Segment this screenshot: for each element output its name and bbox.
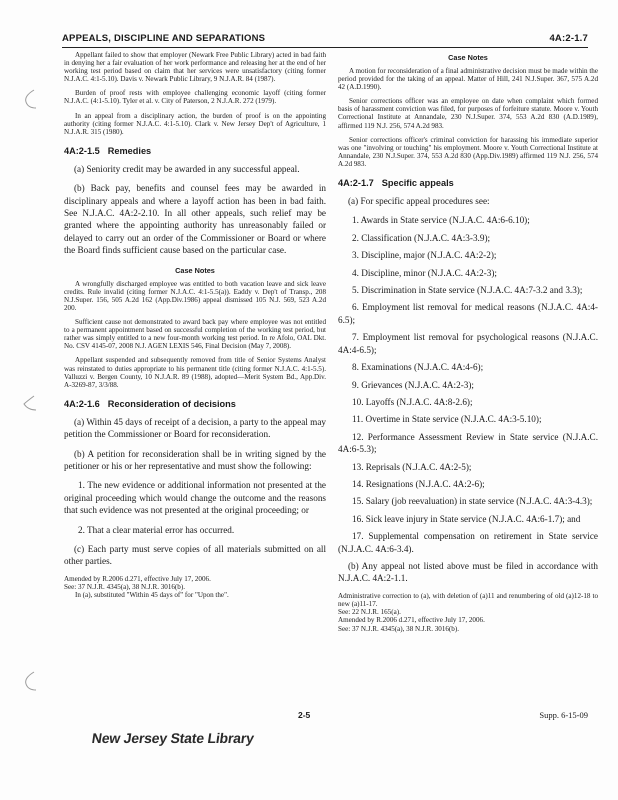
section-title: Reconsideration of decisions	[107, 398, 236, 409]
history-note: See: 22 N.J.R. 165(a).	[338, 608, 401, 617]
margin-bracket-mark	[20, 670, 38, 692]
section-number: 4A:2-1.6	[64, 398, 100, 409]
section-heading-specific-appeals	[338, 178, 598, 188]
list-item: 5. Discrimination in State service (N.J.A.C. 4A:7-3.2 and 3.3);	[352, 285, 583, 296]
list-item: 10. Layoffs (N.J.A.C. 4A:8-2.6);	[352, 396, 473, 407]
margin-bracket-mark	[20, 392, 38, 414]
history-note: Amended by R.2006 d.271, effective July 17, 2006.	[338, 616, 485, 625]
case-notes-heading: Case Notes	[448, 53, 488, 62]
history-note: See: 37 N.J.R. 4345(a), 38 N.J.R. 3016(b).	[338, 624, 459, 633]
library-logo: New Jersey State Library	[90, 730, 255, 746]
paragraph: (c) Each party must serve copies of all materials submitted on all other parties.	[64, 544, 326, 567]
list-item: 1. The new evidence or additional information not presented at the original proceeding which would change the outcome and the reasons that such evidence was not presented at the original proceeding; or	[64, 480, 326, 516]
paragraph: (b) Any appeal not listed above must be filed in accordance with N.J.A.C. 4A:2-1.1.	[338, 560, 598, 584]
list-item: 7. Employment list removal for psychological reasons (N.J.A.C. 4A:4-6.5);	[338, 332, 598, 355]
list-item: 3. Discipline, major (N.J.A.C. 4A:2-2);	[352, 250, 497, 261]
history-note: In (a), substituted "Within 45 days of" for "Upon the".	[75, 591, 229, 600]
list-item: 9. Grievances (N.J.A.C. 4A:2-3);	[352, 379, 474, 390]
list-item: 15. Salary (job reevaluation) in state service (N.J.A.C. 4A:3-4.3);	[352, 496, 593, 507]
case-note: Appellant suspended and subsequently removed from title of Senior Systems Analyst was reinstated to duties appropriate to his permanent title (citing former N.J.A.C. 4:1-5.5). Valluzzi v. Bergen County, 10 N.J.A.R. 89 (1988), adopted—Merit System Bd., App.Div. A-3269-87, 3/3/88.	[64, 356, 326, 389]
case-note: Sufficient cause not demonstrated to award back pay where employee was not entitled to a permanent appointment based on successful completion of the working test period, but rather was simply entitled to a new four-month working test period. In re Afolo, OAL Dkt. No. CSV 4145-07, 2008 N.J. AGEN LEXIS 546, Final Decision (May 7, 2008).	[64, 318, 326, 351]
list-item: 2. That a clear material error has occurred.	[78, 524, 235, 535]
page-number: 2-5	[298, 710, 311, 720]
list-item: 2. Classification (N.J.A.C. 4A:3-3.9);	[352, 232, 491, 243]
paragraph: (a) Within 45 days of receipt of a decision, a party to the appeal may petition the Commissioner or Board for reconsideration.	[64, 416, 326, 440]
case-note: Senior corrections officer was an employee on date when complaint which formed basis of harassment conviction was filed, for purposes of forfeiture statute. Moore v. Youth Correctional Institute at Annandale, 230 N.J.Super. 374, 553 A.2d 830 (A.D.1989), affirmed 119 N.J. 256, 574 A.2d 983.	[338, 97, 598, 130]
header-section-number: 4A:2-1.7	[549, 33, 588, 44]
case-note: A motion for reconsideration of a final administrative decision must be made within the period provided for the taking of an appeal. Matter of Hill, 241 N.J.Super. 367, 575 A.2d 42 (A.D.1990).	[338, 67, 598, 92]
section-title: Specific appeals	[381, 178, 454, 189]
list-item: 8. Examinations (N.J.A.C. 4A:4-6);	[352, 362, 484, 373]
list-item: 4. Discipline, minor (N.J.A.C. 4A:2-3);	[352, 267, 497, 278]
right-column	[338, 51, 598, 633]
list-item: 6. Employment list removal for medical reasons (N.J.A.C. 4A:4-6.5);	[338, 302, 598, 325]
running-header	[62, 33, 588, 48]
section-number: 4A:2-1.5	[64, 145, 100, 156]
list-item: 16. Sick leave injury in State service (N.J.A.C. 4A:6-1.7); and	[352, 513, 581, 524]
margin-bracket-mark	[20, 88, 38, 110]
list-item: 13. Reprisals (N.J.A.C. 4A:2-5);	[352, 461, 472, 472]
list-item: 14. Resignations (N.J.A.C. 4A:2-6);	[352, 478, 485, 489]
history-note: See: 37 N.J.R. 4345(a), 38 N.J.R. 3016(b).	[64, 583, 185, 592]
section-heading-reconsideration	[64, 399, 326, 409]
list-item: 11. Overtime in State service (N.J.A.C. 4A:3-5.10);	[352, 414, 542, 425]
section-number: 4A:2-1.7	[338, 178, 374, 189]
left-column	[64, 51, 326, 599]
list-item: 1. Awards in State service (N.J.A.C. 4A:6-6.10);	[352, 215, 530, 226]
paragraph: (b) Back pay, benefits and counsel fees may be awarded in disciplinary appeals and where a layoff action has been in bad faith. See N.J.A.C. 4A:2-2.10. In all other appeals, such relief may be granted where the appointing authority has unreasonably failed or delayed to carry out an order of the Commissioner or Board or where the Board finds sufficient cause based on the particular case.	[64, 183, 326, 256]
paragraph: (b) A petition for reconsideration shall be in writing signed by the petitioner or his or her representative and must show the following:	[64, 448, 326, 472]
section-heading-remedies	[64, 146, 326, 156]
case-notes-heading: Case Notes	[175, 265, 215, 275]
case-note: Senior corrections officer's criminal conviction for harassing his immediate superior was one "involving or touching" his employment. Moore v. Youth Correctional Institute at Annandale, 230 N.J.Super. 374, 553 A.2d 830 (App.Div.1989) affirmed 119 N.J. 256, 574 A.2d 983.	[338, 135, 598, 168]
list-item: 17. Supplemental compensation on retirement in State service (N.J.A.C. 4A:6-3.4).	[338, 531, 598, 554]
list-item: 12. Performance Assessment Review in State service (N.J.A.C. 4A:6-5.3);	[338, 431, 598, 455]
section-title: Remedies	[107, 145, 152, 156]
case-note: Burden of proof rests with employee challenging economic layoff (citing former N.J.A.C. (4:1-5.10). Tyler et al. v. City of Paterson, 2 N.J.A.R. 272 (1979).	[64, 89, 326, 106]
paragraph: (a) For specific appeal procedures see:	[348, 196, 490, 207]
paragraph: (a) Seniority credit may be awarded in any successful appeal.	[74, 163, 300, 174]
history-note: Amended by R.2006 d.271, effective July 17, 2006.	[64, 574, 211, 583]
appeals-list	[338, 214, 598, 555]
case-note: In an appeal from a disciplinary action, the burden of proof is on the appointing authority (citing former N.J.A.C. 4:1-5.10). Clark v. New Jersey Dep't of Agriculture, 1 N.J.A.R. 315 (1980).	[64, 111, 326, 136]
history-note: Administrative correction to (a), with deletion of (a)11 and renumbering of old (a)12-18 to new (a)11-17.	[338, 591, 598, 608]
header-title: APPEALS, DISCIPLINE AND SEPARATIONS	[62, 33, 266, 44]
case-note: A wrongfully discharged employee was entitled to both vacation leave and sick leave credits. Rule invalid (citing former N.J.A.C. 4:1-5.5(a)). Eaddy v. Dep't of Transp., 208 N.J.Super. 156, 505 A.2d 162 (App.Div.1986) appeal dismissed 105 N.J. 569, 523 A.2d 200.	[64, 279, 326, 312]
case-note: Appellant failed to show that employer (Newark Free Public Library) acted in bad faith in denying her a fair evaluation of her work performance and releasing her at the end of her working test period based on claim that her services were unsatisfactory (citing former N.J.A.C. 4:1-5.10). Davis v. Newark Public Library, 9 N.J.A.R. 84 (1987).	[64, 51, 326, 84]
supplement-date: Supp. 6-15-09	[539, 710, 588, 720]
